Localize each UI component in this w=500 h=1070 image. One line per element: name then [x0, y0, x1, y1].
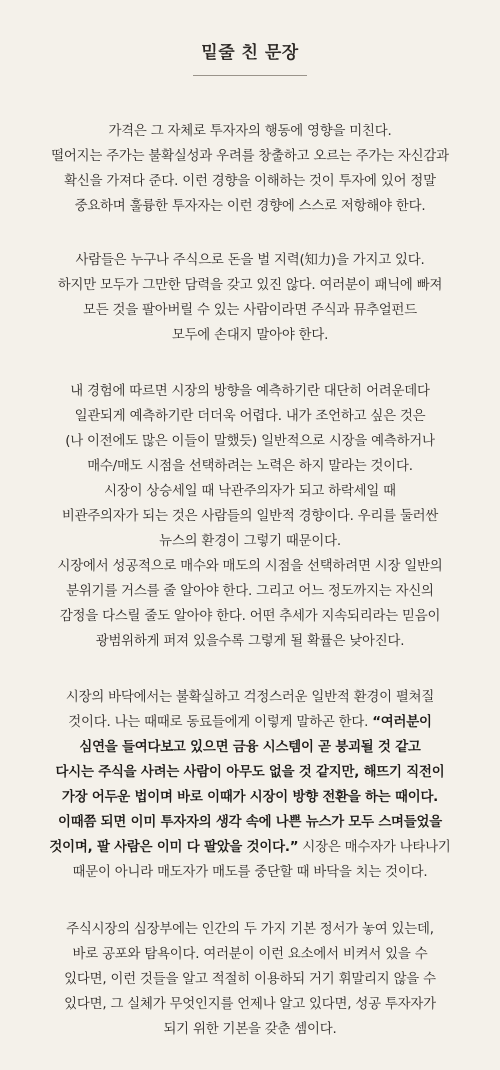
text-line: 주식시장의 심장부에는 인간의 두 가지 기본 정서가 놓여 있는데,	[66, 922, 434, 937]
text-line: 사람들은 누구나 주식으로 돈을 벌 지력(知力)을 가지고 있다.	[75, 253, 425, 268]
text-line: 감정을 다스릴 줄도 알아야 한다. 어떤 추세가 지속되리라는 믿음이	[59, 609, 441, 624]
paragraph-1	[0, 119, 500, 219]
paragraph-3	[0, 379, 500, 654]
text-line-mixed	[0, 710, 500, 735]
text-line: 하지만 모두가 그만한 담력을 갖고 있진 않다. 여러분이 패닉에 빠져	[57, 278, 443, 293]
paragraph-2	[0, 248, 500, 348]
text-line: 시장이 상승세일 때 낙관주의자가 되고 하락세일 때	[104, 484, 396, 499]
plain-text: 것이다. 나는 때때로 동료들에게 이렇게 말하곤 한다.	[68, 715, 373, 730]
text-line: 일관되게 예측하기란 더더욱 어렵다. 내가 조언하고 싶은 것은	[74, 409, 426, 424]
emphasized-quote-text: 것이며, 팔 사람은 이미 다 팔았을 것이다.”	[49, 840, 299, 855]
text-line: 뉴스의 환경이 그렇기 때문이다.	[159, 534, 341, 549]
text-line: 광범위하게 퍼져 있을수록 그렇게 될 확률은 낮아진다.	[95, 634, 405, 649]
page-title: 밑줄 친 문장	[193, 38, 307, 76]
text-line: 모두에 손대지 말아야 한다.	[171, 328, 329, 343]
text-line: 분위기를 거스를 줄 알아야 한다. 그리고 어느 정도까지는 자신의	[66, 584, 434, 599]
emphasized-quote-line: 가장 어두운 법이며 바로 이때가 시장이 방향 전환을 하는 때이다.	[61, 790, 439, 805]
text-line: 가격은 그 자체로 투자자의 행동에 영향을 미친다.	[108, 124, 392, 139]
text-line: 되기 위한 기본을 갖춘 셈이다.	[163, 1022, 337, 1037]
text-line: 매수/매도 시점을 선택하려는 노력은 하지 말라는 것이다.	[87, 459, 413, 474]
plain-text: 시장은 매수자가 나타나기	[298, 840, 451, 855]
paragraph-5	[0, 917, 500, 1042]
text-line: 떨어지는 주가는 불확실성과 우려를 창출하고 오르는 주가는 자신감과	[51, 149, 449, 164]
text-line: 시장의 바닥에서는 불확실하고 걱정스러운 일반적 환경이 펼쳐질	[65, 690, 435, 705]
text-line: 있다면, 이런 것들을 알고 적절히 이용하되 거기 휘말리지 않을 수	[64, 972, 436, 987]
text-line: (나 이전에도 많은 이들이 말했듯) 일반적으로 시장을 예측하거나	[65, 434, 435, 449]
paragraph-4	[0, 685, 500, 885]
text-line: 바로 공포와 탐욕이다. 여러분이 이런 요소에서 비켜서 있을 수	[72, 947, 428, 962]
text-line: 모든 것을 팔아버릴 수 있는 사람이라면 주식과 뮤추얼펀드	[82, 303, 418, 318]
text-line-mixed	[0, 835, 500, 860]
emphasized-quote-line: 다시는 주식을 사려는 사람이 아무도 없을 것 같지만, 해뜨기 직전이	[55, 765, 445, 780]
emphasized-quote-line: 이때쯤 되면 이미 투자자의 생각 속에 나쁜 뉴스가 모두 스며들었을	[57, 815, 442, 830]
emphasized-quote-line: 심연을 들여다보고 있으면 금융 시스템이 곧 붕괴될 것 같고	[79, 740, 421, 755]
title-wrap	[0, 38, 500, 76]
text-line: 중요하며 훌륭한 투자자는 이런 경향에 스스로 저항해야 한다.	[74, 199, 426, 214]
emphasized-quote-text: “여러분이	[372, 715, 432, 730]
text-line: 확신을 가져다 준다. 이런 경향을 이해하는 것이 투자에 있어 정말	[64, 174, 436, 189]
text-line: 있다면, 그 실체가 무엇인지를 언제나 알고 있다면, 성공 투자자가	[64, 997, 436, 1012]
text-line: 비관주의자가 되는 것은 사람들의 일반적 경향이다. 우리를 둘러싼	[61, 509, 439, 524]
text-line: 내 경험에 따르면 시장의 방향을 예측하기란 대단히 어려운데다	[70, 384, 430, 399]
text-line: 때문이 아니라 매도자가 매도를 중단할 때 바닥을 치는 것이다.	[72, 865, 428, 880]
text-line: 시장에서 성공적으로 매수와 매도의 시점을 선택하려면 시장 일반의	[57, 559, 443, 574]
